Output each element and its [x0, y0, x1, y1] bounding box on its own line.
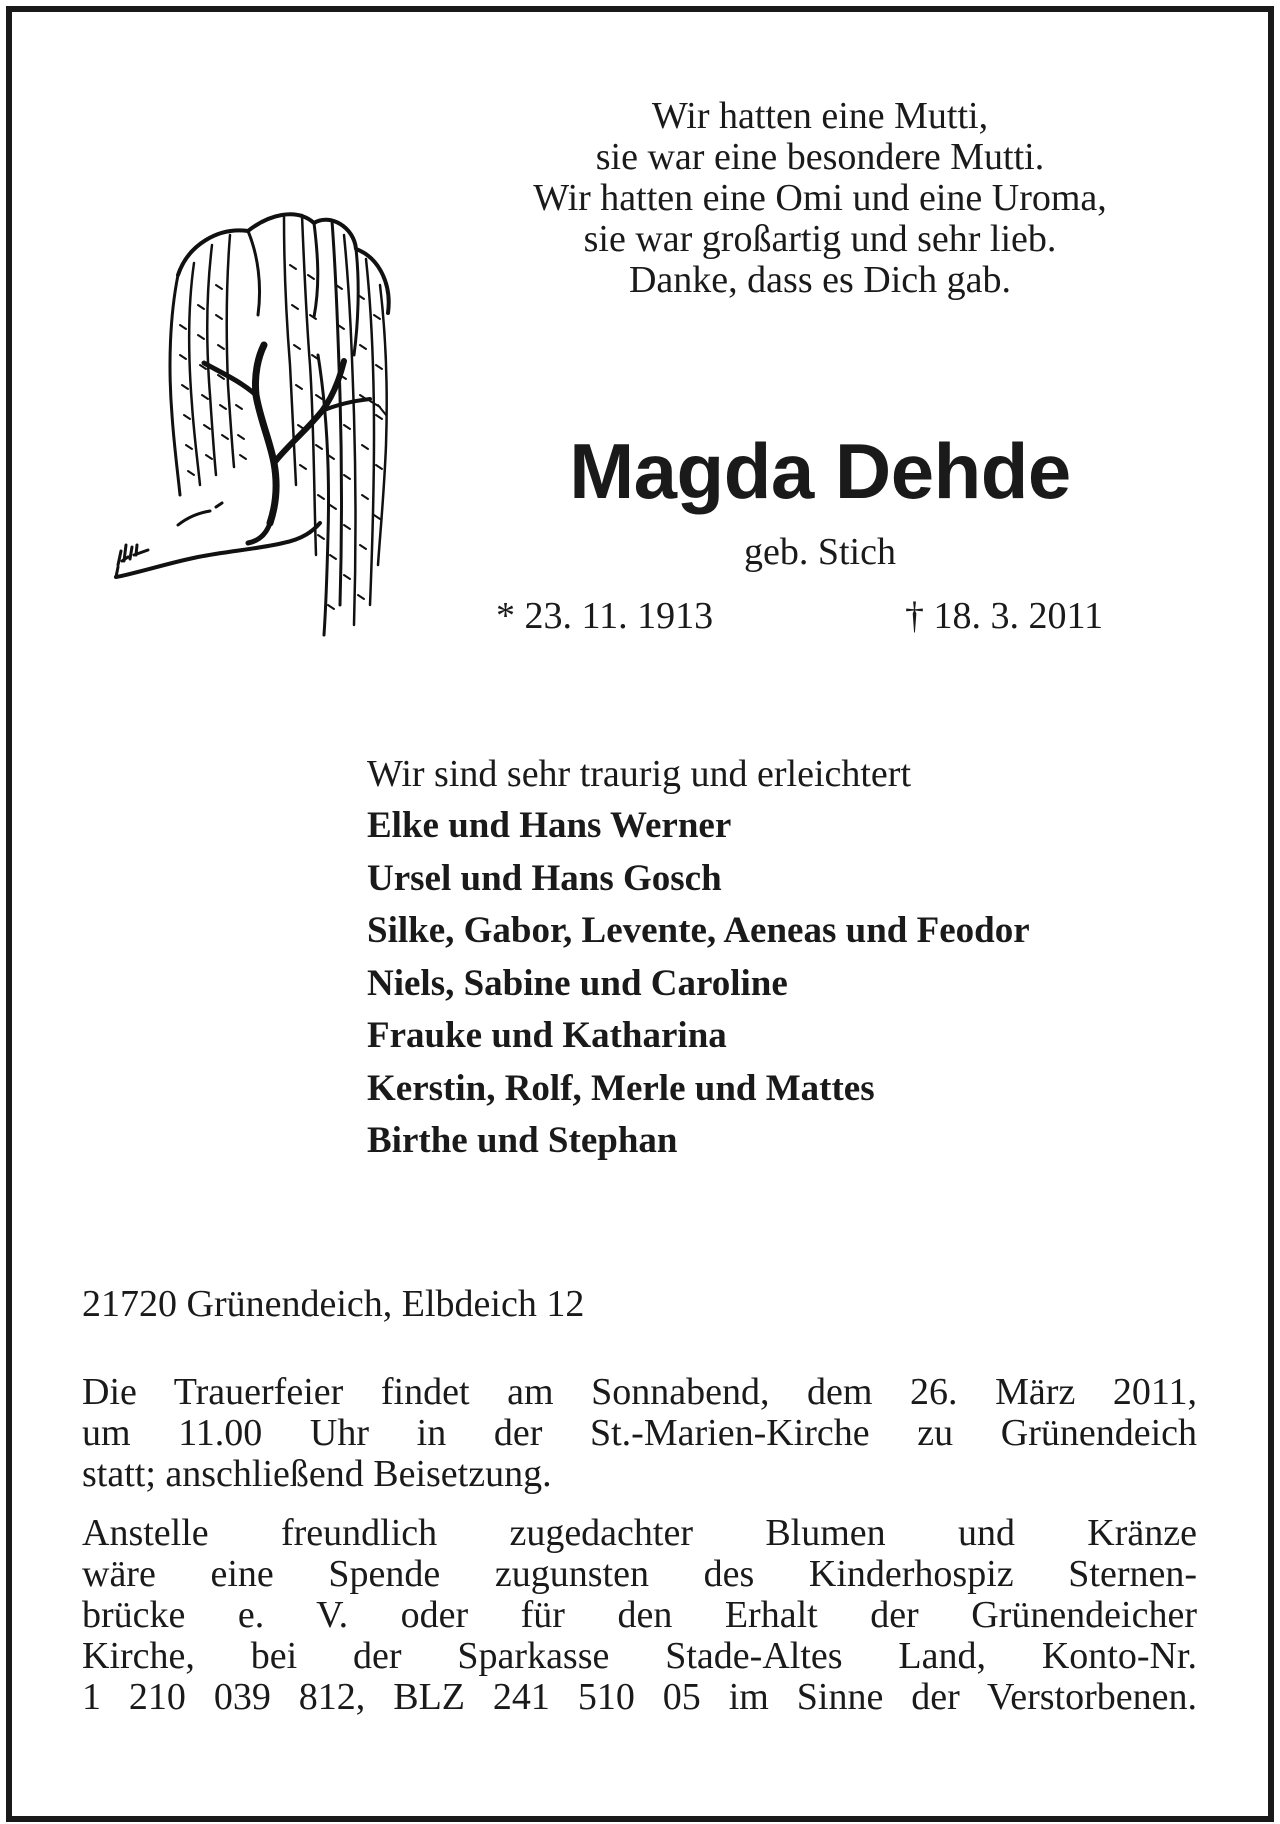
family-address: 21720 Grünendeich, Elbdeich 12	[82, 1283, 585, 1325]
poem-line: Wir hatten eine Omi und eine Uroma,	[533, 177, 1107, 219]
funeral-line: um 11.00 Uhr in der St.-Marien-Kirche zu Grünendeich	[82, 1413, 1197, 1454]
funeral-notice	[82, 1372, 1197, 1495]
donation-line: Anstelle freundlich zugedachter Blumen und Kränze	[82, 1513, 1197, 1554]
mourner-family: Niels, Sabine und Caroline	[367, 962, 788, 1004]
donation-line: brücke e. V. oder für den Erhalt der Grünendeicher	[82, 1595, 1197, 1636]
mourner-family: Ursel und Hans Gosch	[367, 857, 722, 899]
deceased-name: Magda Dehde	[569, 427, 1071, 515]
poem-line: sie war eine besondere Mutti.	[595, 136, 1045, 178]
mourner-family: Elke und Hans Werner	[367, 805, 732, 846]
mourner-family: Silke, Gabor, Levente, Aeneas und Feodor	[367, 910, 1030, 951]
maiden-name: geb. Stich	[744, 531, 896, 573]
funeral-line: statt; anschließend Beisetzung.	[82, 1454, 552, 1495]
poem-line: Danke, dass es Dich gab.	[628, 259, 1011, 301]
donation-line: wäre eine Spende zugunsten des Kinderhospiz Sternen-	[82, 1554, 1197, 1595]
mourner-family: Kerstin, Rolf, Merle und Mattes	[367, 1067, 875, 1109]
mourners-intro: Wir sind sehr traurig und erleichtert	[367, 753, 912, 795]
death-date: † 18. 3. 2011	[905, 595, 1104, 637]
funeral-line: Die Trauerfeier findet am Sonnabend, dem 26. März 2011,	[82, 1372, 1197, 1413]
mourner-family: Frauke und Katharina	[367, 1015, 727, 1056]
mourners-list	[367, 748, 1247, 1168]
birth-date: * 23. 11. 1913	[496, 595, 714, 637]
memorial-poem	[420, 96, 1220, 301]
donation-line: 1 210 039 812, BLZ 241 510 05 im Sinne der Verstorbenen.	[82, 1677, 1197, 1718]
donation-notice	[82, 1513, 1197, 1718]
weeping-willow-icon	[108, 205, 398, 645]
poem-line: sie war großartig und sehr lieb.	[583, 218, 1057, 260]
poem-line: Wir hatten eine Mutti,	[651, 95, 989, 137]
donation-line: Kirche, bei der Sparkasse Stade-Altes Land, Konto-Nr.	[82, 1636, 1197, 1677]
mourner-family: Birthe und Stephan	[367, 1120, 678, 1161]
